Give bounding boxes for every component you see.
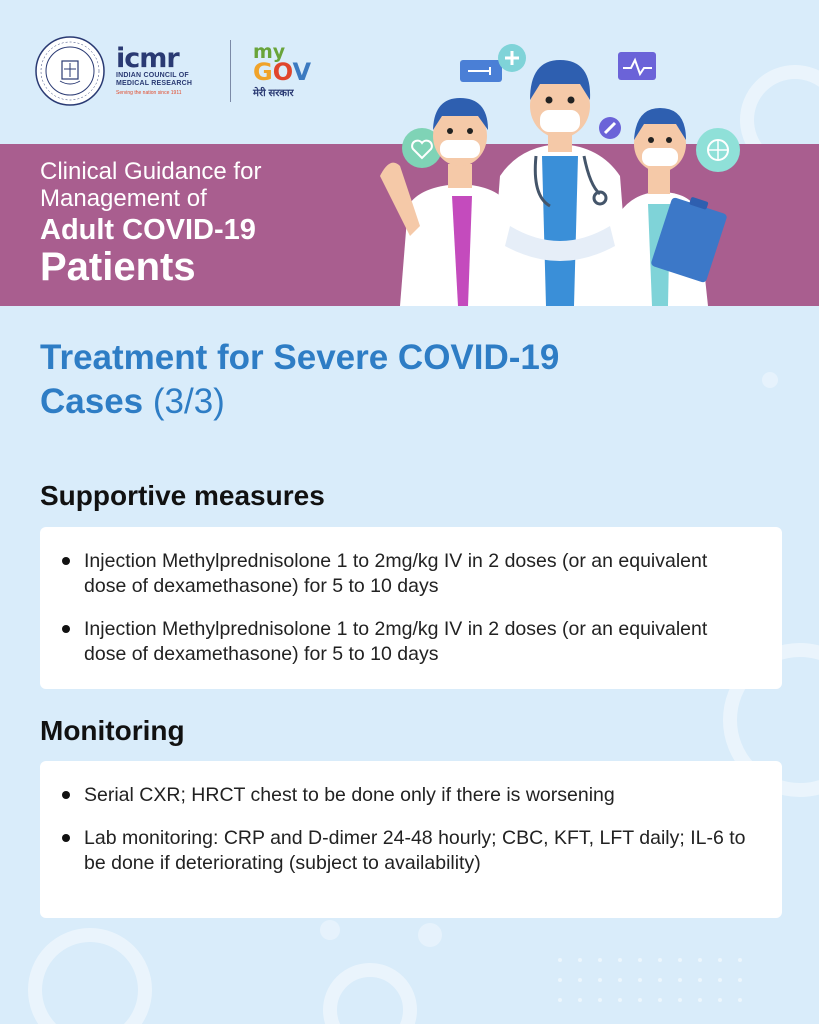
globe-icon [696,128,740,172]
icmr-emblem-icon [34,35,106,107]
mygov-logo [253,43,333,99]
logo-divider [230,40,231,102]
supportive-measures-card [40,527,782,689]
icmr-wordmark: icmr [116,43,179,74]
list-item: Injection Methylprednisolone 1 to 2mg/kg IV in 2 doses (or an equivalent dose of dexamethasone) for 5 to 10 days [84,617,752,667]
banner-title [40,158,261,287]
banner-line-1: Clinical Guidance for [40,158,262,185]
list-item: Injection Methylprednisolone 1 to 2mg/kg IV in 2 doses (or an equivalent dose of dexamethasone) for 5 to 10 days [84,549,752,599]
doctors-illustration [360,36,760,306]
mygov-hindi: मेरी सरकार [253,88,294,99]
banner-line-4: Patients [40,245,196,289]
section-heading-monitoring: Monitoring [40,715,185,746]
monitoring-card [40,761,782,918]
banner-line-3: Adult COVID-19 [40,214,256,246]
mygov-gov: GOV [253,58,312,86]
monitoring-list [84,783,752,876]
title-line-1: Treatment for Severe COVID-19 [40,338,560,377]
supportive-measures-list [84,549,752,667]
pill-icon [599,117,621,139]
page-title [40,336,559,424]
icmr-tagline: Serving the nation since 1911 [116,90,182,96]
title-line-2 [40,380,559,424]
logo-row [34,34,333,108]
title-main: Cases [40,382,144,421]
section-heading-supportive: Supportive measures [40,480,325,511]
heartbeat-icon [618,52,656,80]
title-part-indicator: (3/3) [152,382,225,421]
list-item: Serial CXR; HRCT chest to be done only if there is worsening [84,783,752,808]
male-doctor-center [490,60,630,306]
icmr-subtitle-1: INDIAN COUNCIL OF [116,72,189,79]
syringe-icon [460,60,502,82]
icmr-logo [116,43,212,96]
icmr-subtitle-2: MEDICAL RESEARCH [116,80,193,87]
list-item: Lab monitoring: CRP and D-dimer 24-48 hourly; CBC, KFT, LFT daily; IL-6 to be done if deteriorating (subject to availability) [84,826,752,876]
banner-line-2: Management of [40,185,207,212]
medical-cross-icon [498,44,526,72]
mygov-my: my [253,41,286,63]
